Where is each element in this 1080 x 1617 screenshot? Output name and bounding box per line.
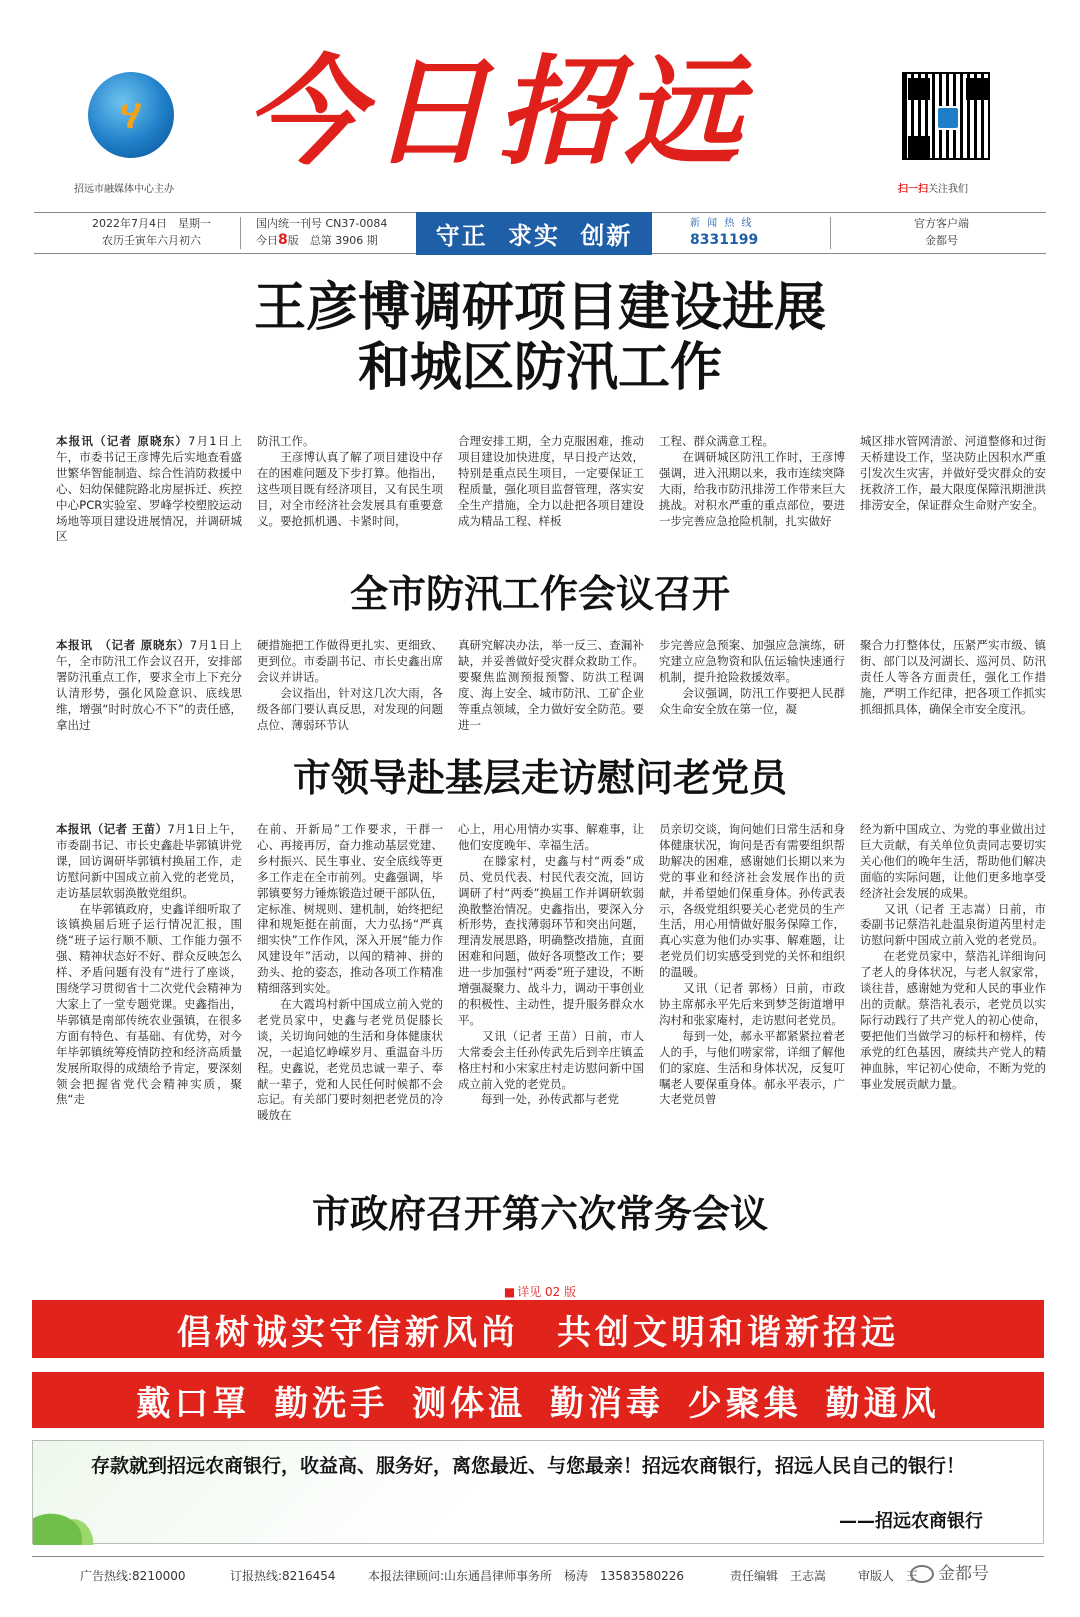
article-3-col: 本报讯（记者 王苗）7月1日上午，市委副书记、市长史鑫赴毕郭镇讲党课，回访调研毕郭镇村换届工作，走访慰问新中国成立前入党的老党员，走访基层软弱涣散党组织。 在毕郭镇政府，史鑫详细听取了该镇换届后班子运行情况汇报，围绕“班子运行顺不顺、工作能力强不强、精神状态好不好、群众反映怎么样、矛盾问题有没有”进行了座谈，围绕学习贯彻省十二次党代会精神为大家上了一堂专题党课。史鑫指出，毕郭镇是南部传统农业强镇，在很多方面有特色、有基础、有优势，对今年毕郭镇统筹疫情防控和经济高质量发展所取得的成绩给予肯定，要深刻领会把握省党代会精神实质，聚焦“走 <box>56 822 242 1107</box>
article-1-col: 城区排水管网清淤、河道整修和过街天桥建设工作，坚决防止因积水严重引发次生灾害，并做好受灾群众的安抚救济工作，最大限度保障汛期泄洪排涝安全，保证群众生命财产安全。 <box>860 434 1046 512</box>
article-3-col: 员亲切交谈，询问她们日常生活和身体健康状况，询问是否有需要组织帮助解决的困难，感谢她们长期以来为党的事业和经济社会发展作出的贡献，并希望她们保重身体。孙传武表示，各级党组织要关心老党员的生产生活，用心用情做好服务保障工作，真心实意为他们办实事、解难题，让老党员们切实感受到党的关怀和组织的温暖。 又讯（记者 郭杨）日前，市政协主席郝永平先后来到梦芝街道增甲沟村和张家庵村，走访慰问老党员。 每到一处，郝永平都紧紧拉着老人的手，与他们唠家常，详细了解他们的家庭、生活和身体状况，反复叮嘱老人要保重身体。郝永平表示，广大老党员曾 <box>659 822 845 1107</box>
official-client <box>914 215 969 249</box>
qr-code-icon[interactable] <box>902 72 990 160</box>
ad-hotline: 广告热线:8210000 <box>80 1569 186 1583</box>
bank-advertisement[interactable] <box>32 1440 1044 1544</box>
issue-date-block <box>92 215 211 249</box>
client-label: 官方客户端 <box>914 217 969 230</box>
ad-text: 存款就到招远农商银行，收益高、服务好，离您最近、与您最亲！招远农商银行，招远人民自己的银行！ <box>91 1455 966 1477</box>
headline-1-line1: 王彦博调研项目建设进展 <box>253 278 826 338</box>
leaf-decoration-icon <box>33 1481 123 1545</box>
subscription-hotline: 订报热线:8216454 <box>230 1569 336 1583</box>
newspaper-title: 今日招远 <box>245 42 750 181</box>
article-3-col: 经为新中国成立、为党的事业做出过巨大贡献，有关单位负责同志要切实关心他们的晚年生活，帮助他们解决面临的实际问题，让他们更多地享受经济社会发展的成果。 又讯（记者 王志嵩）日前，市委副书记蔡浩礼赴温泉街道芮里村走访慰问新中国成立前入党的老党员。 在老党员家中，蔡浩礼详细询问了老人的身体状况，与老人叙家常，谈往昔，感谢她为党和人民的事业作出的贡献。蔡浩礼表示，老党员以实际行动践行了共产党人的初心使命，要把他们当做学习的标杆和榜样，传承党的红色基因，赓续共产党人的精神血脉，牢记初心使命，不断为党的事业发展贡献力量。 <box>860 822 1046 1091</box>
article-1-col: 防汛工作。 王彦博认真了解了项目建设中存在的困难问题及下步打算。他指出，这些项目既有经济项目，又有民生项目，对全市经济社会发展具有重要意义。要抢抓机遇、卡紧时间， <box>257 434 443 528</box>
article-3-col: 心上，用心用情办实事、解难事，让他们安度晚年、幸福生活。 在滕家村，史鑫与村“两委”成员、党员代表、村民代表交流，回访调研了村“两委”换届工作并调研软弱涣散整治情况。史鑫指出，要深入分析形势，查找薄弱环节和突出问题，理清发展思路，明确整改措施，直面困难和问题，做好各项整改工作；要进一步加强村“两委”班子建设，不断增强凝聚力、战斗力，调动干事创业的积极性、主动性，提升服务群众水平。 又讯（记者 王苗）日前，市人大常委会主任孙传武先后到辛庄镇孟格庄村和小宋家庄村走访慰问新中国成立前入党的老党员。 每到一处，孙传武都与老党 <box>458 822 644 1107</box>
slogan-banner-1: 倡树诚实守信新风尚 共创文明和谐新招远 <box>32 1300 1044 1358</box>
see-page-link[interactable]: ■ 详见 02 版 <box>0 1283 1080 1300</box>
legal-advisor: 本报法律顾问:山东通昌律师事务所 杨涛 13583580226 <box>368 1569 685 1583</box>
headline-1-line2: 和城区防汛工作 <box>357 338 722 398</box>
page-count: 今日8版 总第 3906 期 <box>256 232 378 248</box>
issn-block <box>256 215 387 249</box>
divider <box>830 217 831 249</box>
article-3-body <box>56 822 1046 1158</box>
article-3-lead: 本报讯（记者 王苗） <box>56 822 168 836</box>
media-center-logo <box>88 72 174 158</box>
divider <box>240 217 241 249</box>
article-2-body <box>56 638 1046 732</box>
hotline-label: 新 闻 热 线 <box>690 218 754 229</box>
responsible-editor: 责任编辑 王志嵩 <box>730 1569 827 1583</box>
motto-badge: 守正 求实 创新 <box>416 212 652 255</box>
article-2-col: 步完善应急预案、加强应急演练，研究建立应急物资和队伍运输快速通行机制，提升抢险救援效率。 会议强调，防汛工作要把人民群众生命安全放在第一位，凝 <box>659 638 845 716</box>
logo-emblem-icon: ሃ <box>120 91 142 138</box>
hotline-number[interactable]: 8331199 <box>690 232 759 248</box>
headline-2: 全市防汛工作会议召开 <box>349 572 730 616</box>
issn: 国内统一刊号 CN37-0084 <box>256 217 388 230</box>
lunar-date: 农历壬寅年六月初六 <box>102 234 201 247</box>
article-3-col: 在前、开新局”工作要求，干群一心、再接再厉，奋力推动基层党建、乡村振兴、民生事业、安全底线等更多工作走在全市前列。史鑫强调，毕郭镇要努力锤炼锻造过硬干部队伍，定标准、树规则、建机制，始终把纪律和规矩挺在前面，大力弘扬“严真细实快”工作作风，深入开展“能力作风建设年”活动，以闯的精神、拼的劲头、抢的姿态，推动各项工作精准精细落到实处。 在大霞坞村新中国成立前入党的老党员家中，史鑫与老党员促膝长谈，关切询问她的生活和身体健康状况，一起追忆峥嵘岁月、重温奋斗历程。史鑫说，老党员忠诚一辈子、奉献一辈子，党和人民任何时候都不会忘记。有关部门要时刻把老党员的冷暖放在 <box>257 822 443 1123</box>
article-2-col: 聚合力打整体仗，压紧严实市级、镇街、部门以及河湖长、巡河员、防汛责任人等各方面责任，强化工作措施，严明工作纪律，把各项工作抓实抓细抓具体，确保全市安全度汛。 <box>860 638 1046 716</box>
article-2-lead: 本报讯 （记者 原晓东） <box>56 638 190 652</box>
page-count-number: 8 <box>278 232 288 248</box>
scan-prompt <box>898 180 968 195</box>
headline-3: 市领导赴基层走访慰问老党员 <box>292 756 787 800</box>
article-1-col: 本报讯（记者 原晓东）7月1日上午，市委书记王彦博先后实地查看盛世繁华智能制造、综合性消防救援中心、妇幼保健院路北房屋拆迁、疾控中心PCR实验室、罗峰学校塑胶运动场地等项目建设进展情况，并调研城区 <box>56 434 242 544</box>
article-2-col: 本报讯 （记者 原晓东）7月1日上午，全市防汛工作会议召开，安排部署防汛重点工作，要求全市上下充分认清形势，强化风险意识、底线思维，增强“时时放心不下”的责任感，拿出过 <box>56 638 242 732</box>
article-1-col: 工程、群众满意工程。 在调研城区防汛工作时，王彦博强调，进入汛期以来，我市连续突降大雨，给我市防汛排涝工作带来巨大挑战。对积水严重的重点部位，要进一步完善应急抢险机制，扎实做好 <box>659 434 845 528</box>
article-1-lead: 本报讯（记者 原晓东） <box>56 434 189 448</box>
host-label: 招远市融媒体中心主办 <box>74 184 174 195</box>
issue-date: 2022年7月4日 星期一 <box>92 217 211 230</box>
wechat-icon <box>910 1565 934 1583</box>
article-2-col: 真研究解决办法，举一反三、查漏补缺，并妥善做好受灾群众救助工作。要聚焦监测预报预警、防洪工程调度、海上安全、城市防汛、工矿企业等重点领域，全力做好安全防范。要进一 <box>458 638 644 732</box>
article-2-col: 硬措施把工作做得更扎实、更细致、更到位。市委副书记、市长史鑫出席会议并讲话。 会议指出，针对这几次大雨，各级各部门要认真反思，对发现的问题点位、薄弱环节认 <box>257 638 443 732</box>
scan-rest: 关注我们 <box>928 184 968 195</box>
headline-4: 市政府召开第六次常务会议 <box>311 1192 768 1236</box>
news-hotline <box>690 215 758 249</box>
article-1-body <box>56 434 1046 546</box>
info-bar <box>34 212 1046 254</box>
watermark: 金都号 <box>910 1559 989 1584</box>
client-name[interactable]: 金都号 <box>925 234 958 247</box>
scan-strong: 扫一扫 <box>898 184 928 195</box>
footer-bar <box>32 1556 1044 1596</box>
slogan-banner-2: 戴口罩 勤洗手 测体温 勤消毒 少聚集 勤通风 <box>32 1372 1044 1428</box>
article-1-col: 合理安排工期，全力克服困难，推动项目建设加快进度，早日投产达效，特别是重点民生项目，一定要保证工程质量，强化项目监督管理，落实安全生产措施，全力以赴把各项目建设成为精品工程、样板 <box>458 434 644 528</box>
ad-signature: ——招远农商银行 <box>839 1511 983 1532</box>
reviewer: 审版人 王 <box>858 1569 919 1583</box>
